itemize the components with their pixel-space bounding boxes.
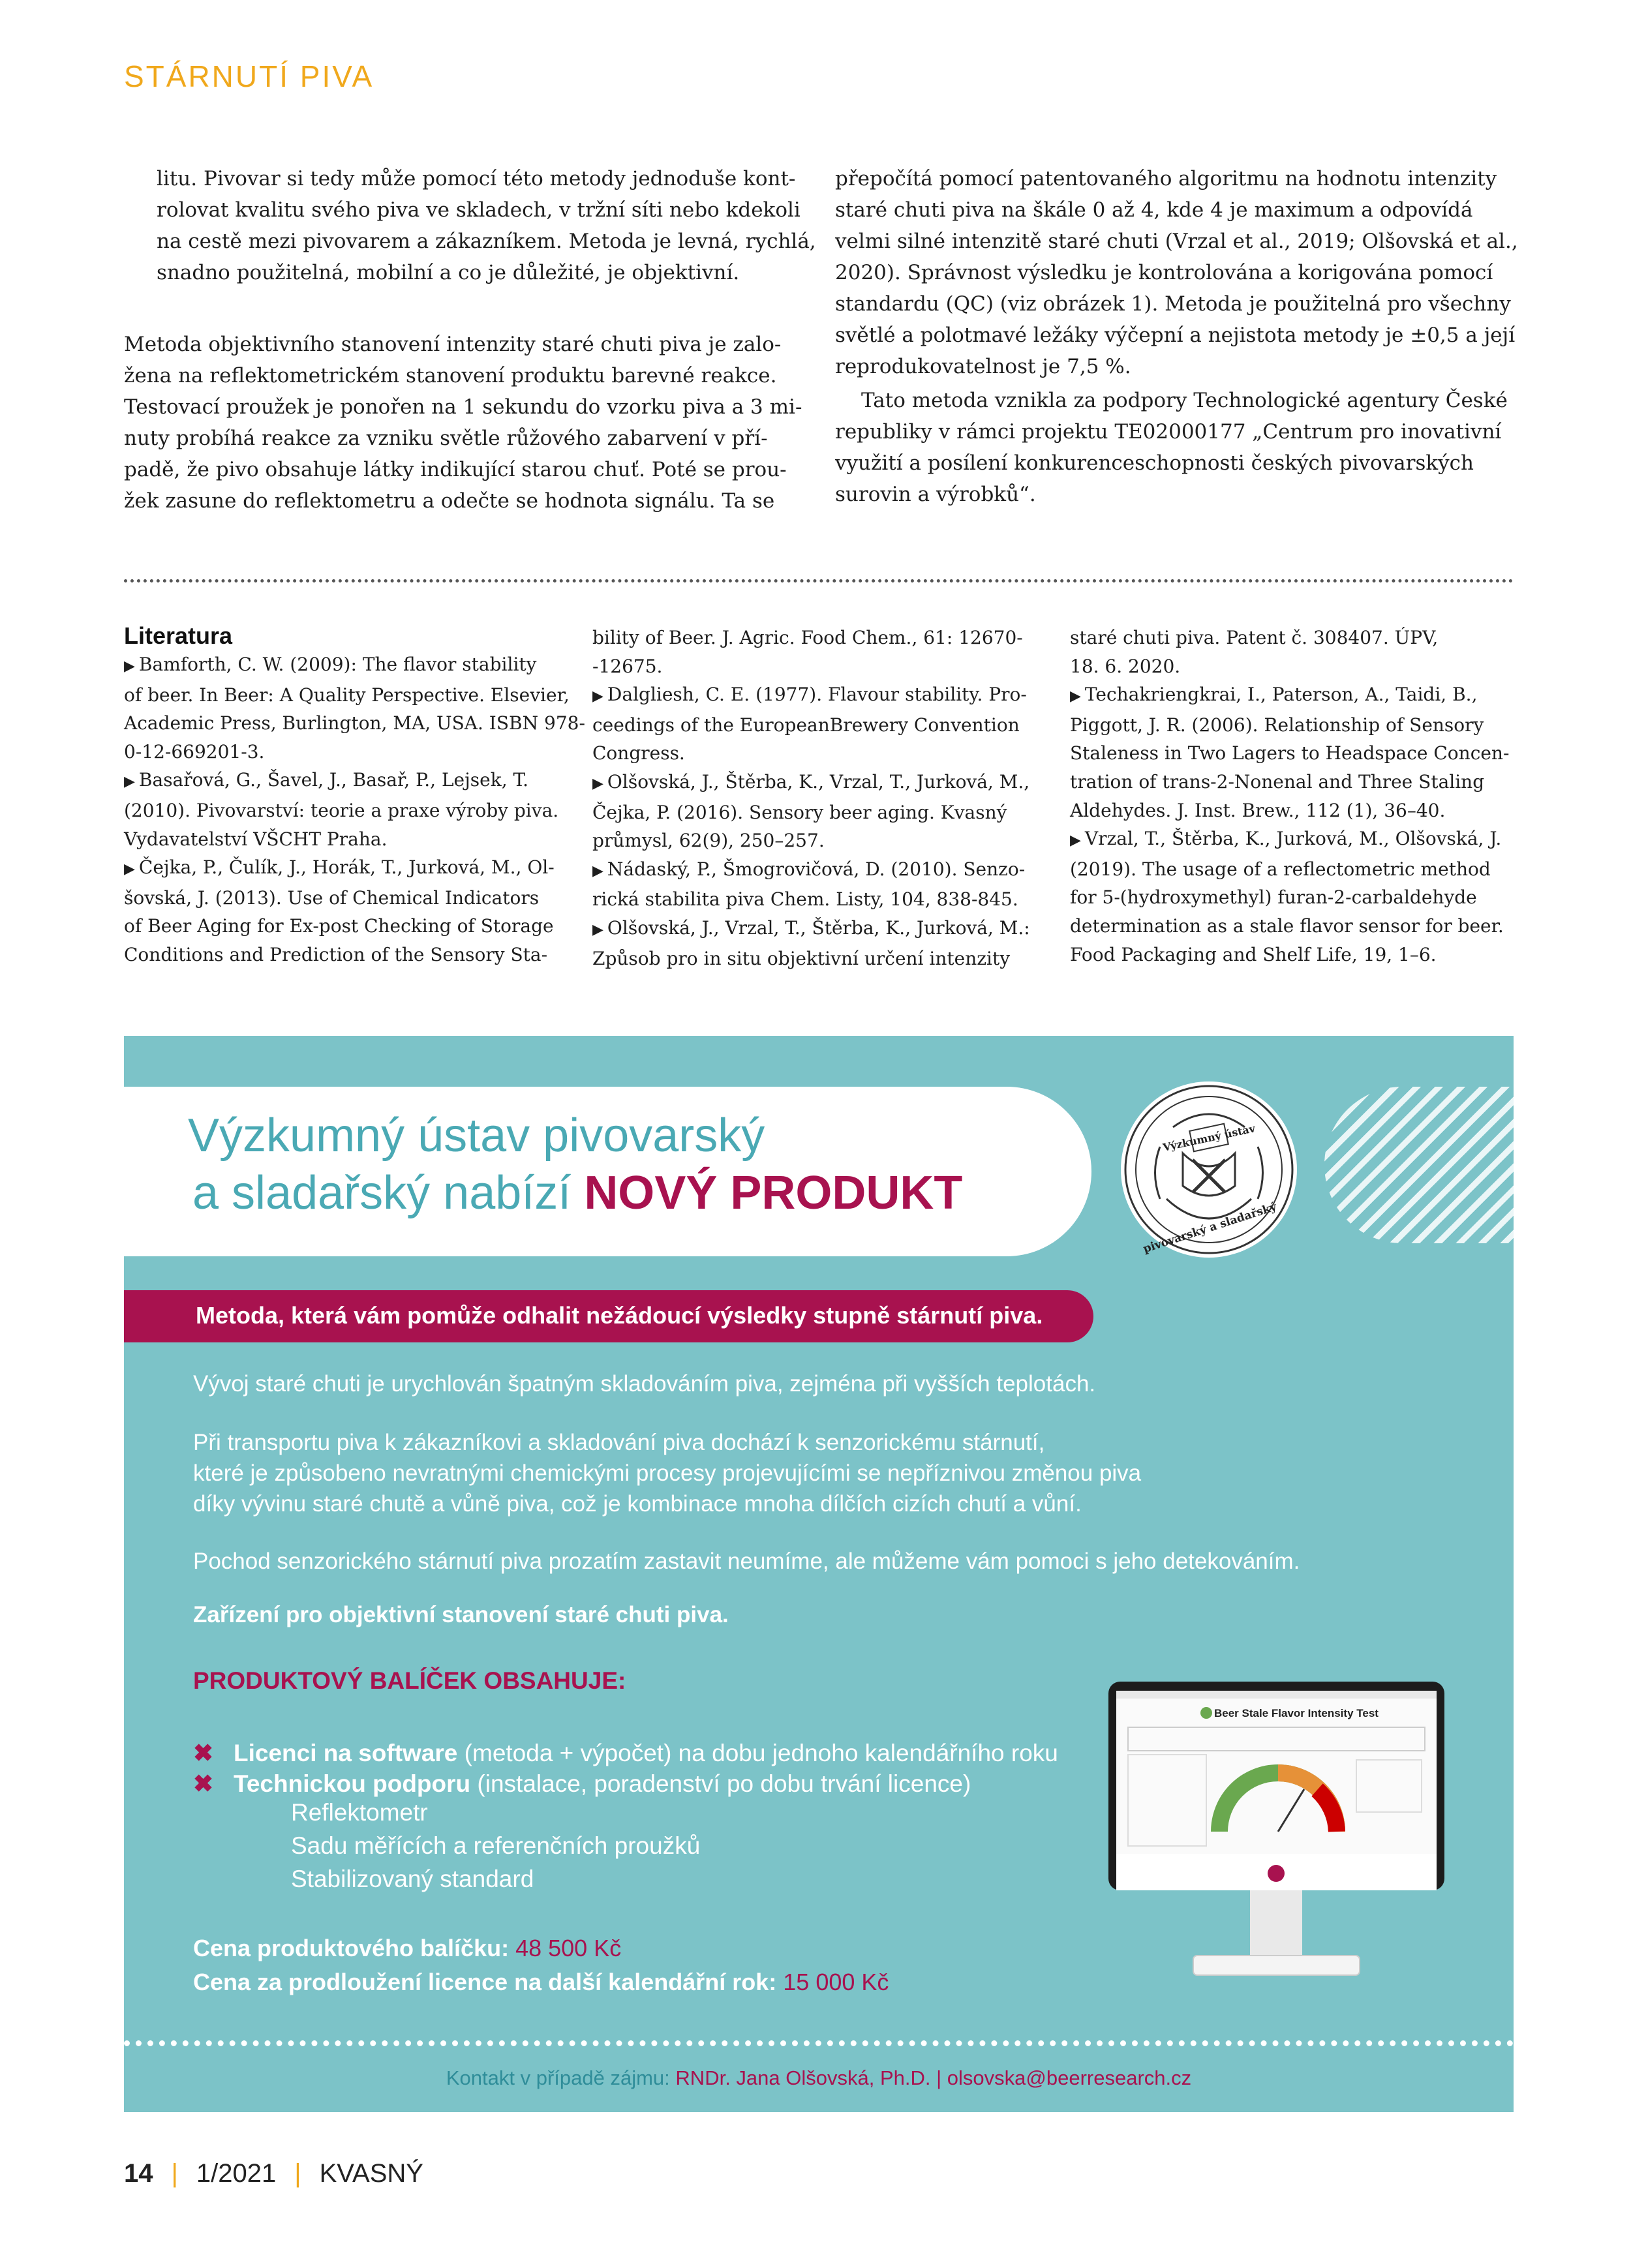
reference-text: bility of Beer. J. Agric. Food Chem., 61: 12670-	[592, 627, 1023, 648]
ad-paragraph-1: Vývoj staré chuti je urychlován špatným skladováním piva, zejména při vyšších teplotách.	[193, 1371, 1096, 1397]
reference-line	[1070, 711, 1515, 740]
reference-text: Čejka, P. (2016). Sensory beer aging. Kvasný	[592, 801, 1007, 823]
footer-separator: |	[294, 2159, 301, 2188]
reference-text: Vrzal, T., Štěrba, K., Jurková, M., Olšovská, J.	[1084, 828, 1502, 850]
bullet-triangle-icon: ▶	[124, 861, 135, 878]
package-heading: PRODUKTOVÝ BALÍČEK OBSAHUJE:	[193, 1667, 626, 1694]
advertisement-box	[124, 1036, 1514, 2112]
reference-line	[592, 768, 1037, 798]
monitor-illustration	[1108, 1682, 1444, 1988]
reference-line	[1070, 883, 1515, 912]
reference-line	[592, 739, 1037, 768]
package-subitem: Stabilizovaný standard	[291, 1866, 534, 1892]
text-line: snadno použitelná, mobilní a co je důležité, je objektivní.	[157, 261, 740, 284]
reference-text: ceedings of the EuropeanBrewery Convention	[592, 714, 1020, 736]
bullet-triangle-icon: ▶	[592, 862, 603, 879]
logo-text-bottom: pivovarský a sladařský	[1141, 1200, 1279, 1256]
reference-line	[124, 796, 569, 825]
price-package-value: 48 500 Kč	[515, 1935, 622, 1961]
reference-text: Způsob pro in situ objektivní určení intenzity	[592, 947, 1011, 969]
text-line: rolovat kvalitu svého piva ve skladech, v tržní síti nebo kdekoli	[157, 198, 800, 222]
references-col-1	[124, 622, 585, 969]
package-subitem: Sadu měřících a referenčních proužků	[291, 1832, 701, 1859]
reference-line	[1070, 680, 1515, 711]
text-line: velmi silné intenzitě staré chuti (Vrzal et al., 2019; Olšovská et al.,	[835, 230, 1518, 253]
reference-line	[124, 941, 569, 969]
text-line: republiky v rámci projektu TE02000177 „Centrum pro inovativní	[835, 420, 1502, 444]
reference-line	[1070, 824, 1515, 855]
reference-text: (2019). The usage of a reflectometric method	[1070, 858, 1491, 880]
reference-text: Aldehydes. J. Inst. Brew., 112 (1), 36–40.	[1070, 799, 1446, 821]
reference-text: Nádaský, P., Šmogrovičová, D. (2010). Senzo-	[607, 858, 1026, 880]
institute-logo	[1121, 1081, 1297, 1258]
bullet-triangle-icon: ▶	[592, 775, 603, 792]
reference-line	[592, 914, 1037, 945]
text-line: surovin a výrobků“.	[835, 483, 1036, 506]
cross-bullet-icon: ✖	[193, 1770, 214, 1797]
package-item-rest: (metoda + výpočet) na dobu jednoho kalendářního roku	[457, 1740, 1058, 1766]
reference-line	[592, 945, 1037, 973]
ad-paragraph-3: Pochod senzorického stárnutí piva prozatím zastavit neumíme, ale můžeme vám pomoci s jeho detekováním.	[193, 1549, 1300, 1574]
package-item-bold: Technickou podporu	[234, 1770, 471, 1797]
reference-line	[124, 825, 569, 854]
ad-paragraph-4: Zařízení pro objektivní stanovení staré chuti piva.	[193, 1602, 729, 1627]
reference-text: Staleness in Two Lagers to Headspace Concen-	[1070, 742, 1510, 764]
text-line: Tato metoda vznikla za podpory Technologické agentury České	[861, 389, 1508, 412]
ad-paragraph-line: Při transportu piva k zákazníkovi a skladování piva dochází k senzorickému stárnutí,	[193, 1430, 1045, 1455]
text-line: na cestě mezi pivovarem a zákazníkem. Metoda je levná, rychlá,	[157, 230, 816, 253]
price-renewal-value: 15 000 Kč	[783, 1969, 889, 1995]
section-title: STÁRNUTÍ PIVA	[124, 59, 374, 93]
text-line: Testovací proužek je ponořen na 1 sekundu do vzorku piva a 3 mi-	[124, 395, 802, 419]
reference-line	[592, 798, 1037, 827]
package-item-rest: (instalace, poradenství po dobu trvání licence)	[470, 1770, 971, 1797]
ad-title-line2	[192, 1166, 962, 1220]
reference-text: Dalgliesh, C. E. (1977). Flavour stability. Pro-	[607, 684, 1027, 706]
reference-line	[1070, 739, 1515, 768]
reference-text: of beer. In Beer: A Quality Perspective. Elsevier,	[124, 684, 570, 706]
ad-paragraph-2	[193, 1427, 1141, 1519]
bullet-triangle-icon: ▶	[124, 774, 135, 791]
article-right-column-b	[835, 385, 1514, 510]
decorative-stripes	[1324, 1087, 1514, 1243]
power-button	[1268, 1865, 1285, 1882]
reference-text: Olšovská, J., Štěrba, K., Vrzal, T., Jurková, M.,	[607, 770, 1030, 793]
reference-text: determination as a stale flavor sensor for beer.	[1070, 915, 1504, 937]
reference-line	[1070, 941, 1515, 969]
text-line: staré chuti piva na škále 0 až 4, kde 4 je maximum a odpovídá	[835, 198, 1473, 222]
text-line: nuty probíhá reakce za vzniku světle růžového zabarvení v pří-	[124, 427, 768, 450]
cross-bullet-icon: ✖	[193, 1740, 214, 1766]
reference-text: staré chuti piva. Patent č. 308407. ÚPV,	[1070, 627, 1439, 648]
article-right-column	[835, 163, 1518, 382]
ad-title-highlight: NOVÝ PRODUKT	[584, 1167, 963, 1219]
reference-text: 18. 6. 2020.	[1070, 655, 1181, 677]
reference-text: Techakriengkrai, I., Paterson, A., Taidi, B.,	[1084, 684, 1478, 706]
text-line: využití a posílení konkurenceschopnosti českých pivovarských	[835, 451, 1474, 475]
reference-line	[592, 680, 1037, 711]
reference-text: 0-12-669201-3.	[124, 740, 265, 763]
reference-line	[592, 826, 1037, 855]
bullet-triangle-icon: ▶	[124, 658, 135, 674]
reference-line	[124, 853, 569, 884]
text-line: žek zasune do reflektometru a odečte se hodnota signálu. Ta se	[124, 489, 775, 513]
ad-paragraph-line: díky vývinu staré chutě a vůně piva, což je kombinace mnoha dílčích cizích chutí a vůní.	[193, 1491, 1082, 1517]
reference-line	[592, 855, 1037, 886]
reference-line	[124, 650, 569, 681]
reference-line	[592, 624, 1037, 652]
ad-paragraph-line: které je způsobeno nevratnými chemickými procesy projevujícími se nepříznivou změnou piva	[193, 1460, 1142, 1486]
reference-line	[124, 912, 569, 941]
reference-text: Olšovská, J., Vrzal, T., Štěrba, K., Jurková, M.:	[607, 916, 1030, 939]
reference-text: Congress.	[592, 742, 685, 764]
text-line: 2020). Správnost výsledku je kontrolována a korigována pomocí	[835, 261, 1493, 284]
price-package-label: Cena produktového balíčku:	[193, 1935, 510, 1961]
reference-text: Čejka, P., Čulík, J., Horák, T., Jurková, M., Ol-	[138, 856, 555, 879]
references-col-2	[592, 624, 1037, 973]
reference-text: Academic Press, Burlington, MA, USA. ISBN 978-	[124, 712, 585, 734]
article-left-column-b	[124, 329, 800, 517]
text-line: přepočítá pomocí patentovaného algoritmu na hodnotu intenzity	[835, 167, 1497, 190]
bullet-triangle-icon: ▶	[592, 688, 603, 705]
references-heading: Literatura	[124, 622, 233, 649]
package-item-bold: Licenci na software	[234, 1740, 458, 1766]
reference-line	[1070, 796, 1515, 825]
package-item	[193, 1770, 971, 1798]
reference-text: Vydavatelství VŠCHT Praha.	[124, 828, 388, 850]
issue-number: 1/2021	[196, 2159, 277, 2188]
logo-text-top: Výzkumný ústav	[1161, 1122, 1257, 1154]
bullet-triangle-icon: ▶	[1070, 688, 1081, 705]
reference-text: for 5-(hydroxymethyl) furan-2-carbaldehyde	[1070, 886, 1477, 909]
text-line: standardu (QC) (viz obrázek 1). Metoda je použitelná pro všechny	[835, 292, 1511, 316]
reference-text: rická stabilita piva Chem. Listy, 104, 838-845.	[592, 888, 1018, 911]
reference-text: of Beer Aging for Ex-post Checking of Storage	[124, 915, 554, 937]
reference-text: průmysl, 62(9), 250–257.	[592, 830, 825, 852]
reference-text: -12675.	[592, 655, 663, 677]
reference-line	[124, 709, 585, 738]
reference-line	[592, 711, 1037, 740]
text-line: reprodukovatelnost je 7,5 %.	[835, 355, 1131, 378]
package-subitem: Reflektometr	[291, 1799, 428, 1826]
article-left-column	[157, 163, 816, 288]
reference-text: (2010). Pivovarství: teorie a praxe výroby piva.	[124, 799, 559, 821]
reference-line	[1070, 768, 1515, 796]
text-line: litu. Pivovar si tedy může pomocí této metody jednoduše kont-	[157, 167, 796, 190]
bullet-triangle-icon: ▶	[592, 921, 603, 938]
text-line: světlé a polotmavé ležáky výčepní a nejistota metody je ±0,5 a její	[835, 324, 1516, 347]
reference-text: Basařová, G., Šavel, J., Basař, P., Lejsek, T.	[138, 769, 528, 791]
ad-banner-text: Metoda, která vám pomůže odhalit nežádoucí výsledky stupně stárnutí piva.	[196, 1302, 1043, 1329]
reference-line	[1070, 855, 1515, 884]
screen-app-title: Beer Stale Flavor Intensity Test	[1214, 1707, 1379, 1719]
reference-text: Conditions and Prediction of the Sensory Sta-	[124, 943, 548, 965]
text-line: padě, že pivo obsahuje látky indikující starou chuť. Poté se prou-	[124, 458, 787, 481]
section-divider	[124, 579, 1514, 582]
reference-line	[124, 884, 569, 913]
package-item	[193, 1739, 1058, 1767]
ad-banner	[124, 1290, 1093, 1342]
contact-value[interactable]: RNDr. Jana Olšovská, Ph.D. | olsovska@beerresearch.cz	[675, 2066, 1192, 2089]
magazine-name: KVASNÝ	[319, 2159, 423, 2188]
reference-text: tration of trans-2-Nonenal and Three Staling	[1070, 770, 1485, 793]
references-col-3	[1070, 624, 1515, 969]
reference-text: Bamforth, C. W. (2009): The flavor stability	[138, 654, 537, 675]
price-package	[193, 1935, 621, 1962]
reference-line	[124, 738, 569, 766]
reference-line	[1070, 912, 1515, 941]
reference-line	[1070, 624, 1515, 652]
ad-title-prefix: a sladařský nabízí	[192, 1167, 572, 1219]
ad-dotted-divider	[124, 2040, 1514, 2046]
text-line: Metoda objektivního stanovení intenzity staré chuti piva je zalo-	[124, 333, 782, 356]
price-renewal	[193, 1969, 889, 1996]
reference-text: šovská, J. (2013). Use of Chemical Indicators	[124, 886, 540, 909]
reference-text: Piggott, J. R. (2006). Relationship of Sensory	[1070, 714, 1484, 736]
reference-line	[1070, 652, 1515, 681]
reference-line	[124, 766, 569, 796]
contact-label: Kontakt v případě zájmu:	[446, 2066, 670, 2089]
reference-line	[592, 885, 1037, 914]
price-renewal-label: Cena za prodloužení licence na další kalendářní rok:	[193, 1969, 777, 1995]
reference-line	[592, 652, 1037, 681]
text-line: žena na reflektometrickém stanovení produktu barevné reakce.	[124, 364, 777, 387]
reference-text: Food Packaging and Shelf Life, 19, 1–6.	[1070, 943, 1437, 965]
bullet-triangle-icon: ▶	[1070, 832, 1081, 849]
footer-separator: |	[171, 2159, 178, 2188]
reference-line	[124, 681, 569, 710]
page-footer	[124, 2159, 423, 2188]
ad-title-line1: Výzkumný ústav pivovarský	[188, 1110, 765, 1162]
ad-contact	[124, 2066, 1514, 2090]
page-number: 14	[124, 2159, 153, 2188]
